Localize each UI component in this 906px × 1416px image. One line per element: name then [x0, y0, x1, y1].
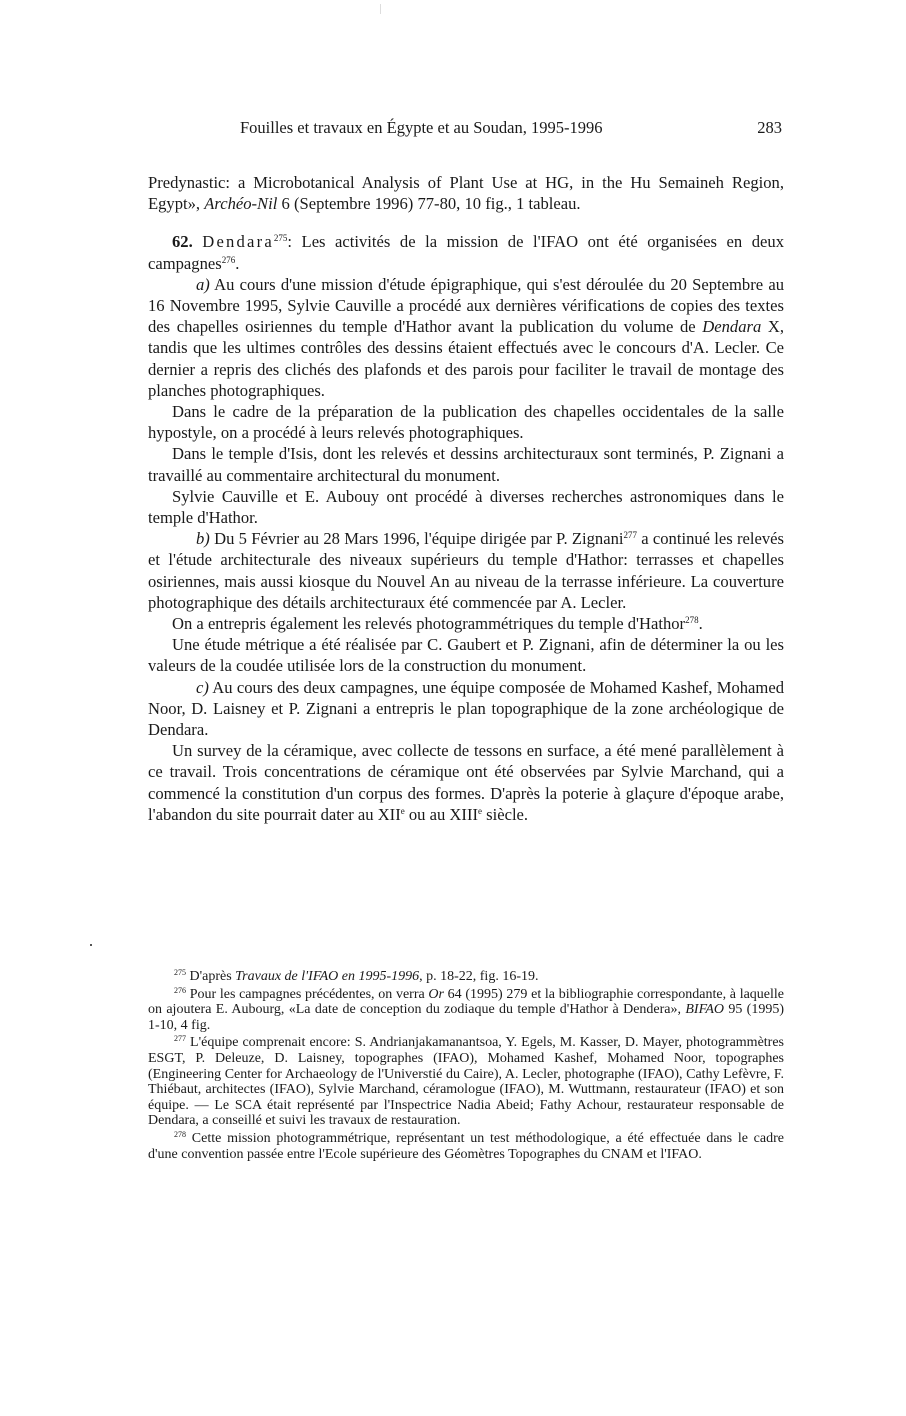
- paragraph-isis: Dans le temple d'Isis, dont les relevés et dessins architecturaux sont terminés, P. Zignani a travaillé au commentaire architectural du monument.: [148, 444, 784, 485]
- paragraph-metric-study: Une étude métrique a été réalisée par C. Gaubert et P. Zignani, afin de déterminer la ou les valeurs de la coudée utilisée lors de la construction du monument.: [148, 635, 784, 676]
- text-run: Un survey de la céramique, avec collecte de tessons en surface, a été mené parallèlement à ce travail. Trois concentrations de céramique ont été observées par Sylvie Marchand, qui a commencé la constitution d'un corpus des formes. D'après la poterie à glaçure d'époque arabe, l'abandon du site pourrait dater au XII: [148, 741, 784, 824]
- superscript: e: [400, 805, 405, 816]
- superscript: e: [478, 805, 482, 816]
- journal-title: Or: [428, 986, 444, 1002]
- text-run: : Les activités de la mission de l'IFAO ont été organisées en deux campagnes: [148, 232, 784, 273]
- item-label: b): [196, 529, 210, 549]
- item-label: c): [196, 677, 209, 697]
- text-run: 64 (1995) 279 et la bibliographie correspondante, à laquelle on ajoutera E. Aubourg, «La date de conception du zodiaque du temple d'Hathor à Dendera»,: [148, 986, 784, 1018]
- journal-title: Archéo-Nil: [204, 194, 278, 214]
- text-run: Pour les campagnes précédentes, on verra: [186, 986, 429, 1002]
- text-run: On a entrepris également les relevés photogrammétriques du temple d'Hathor: [172, 614, 686, 634]
- scan-mark: [380, 4, 381, 14]
- footnote-ref: 275: [273, 233, 288, 244]
- volume-title: Dendara: [702, 317, 762, 337]
- footnote-ref: 277: [623, 530, 637, 541]
- footnote-number: 278: [174, 1129, 186, 1139]
- paragraph-c: [148, 677, 784, 741]
- publication-title: Travaux de l'IFAO en 1995-1996: [235, 969, 420, 984]
- text-run: Au cours d'une mission d'étude épigraphique, qui s'est déroulée du 20 Septembre au 16 Novembre 1995, Sylvie Cauville a procédé aux dernières vérifications de copies des textes des chapelles osiriennes du temple d'Hathor avant la publication du volume de: [148, 274, 784, 337]
- paragraph-a: [148, 274, 784, 401]
- paragraph-photogrammetry: [148, 613, 784, 634]
- text-run: .: [235, 253, 240, 273]
- text-run: 95 (1995) 1-10, 4 fig.: [148, 1002, 784, 1033]
- footnote-278: [148, 1131, 784, 1162]
- journal-title: BIFAO: [685, 1002, 724, 1018]
- footnote-277: [148, 1035, 784, 1129]
- footnote-ref: 278: [685, 615, 699, 626]
- text-run: 6 (Septembre 1996) 77-80, 10 fig., 1 tableau.: [277, 194, 581, 214]
- paragraph-astronomy: Sylvie Cauville et E. Aubouy ont procédé à diverses recherches astronomiques dans le temple d'Hathor.: [148, 486, 784, 528]
- text-run: a continué les relevés et l'étude architecturale des niveaux supérieurs du temple d'Hathor: terrasses et chapelles osiriennes, mais aussi kiosque du Nouvel An au niveau de la terrasse inférieure. La couverture photographique des détails architecturaux été commencée par A. Lecler.: [148, 529, 784, 612]
- paragraph-hypostyle: Dans le cadre de la préparation de la publication des chapelles occidentales de la salle hypostyle, on a procédé à leurs relevés photographiques.: [148, 402, 784, 443]
- text-run: Cette mission photogrammétrique, représentant un test méthodologique, a été effectuée dans le cadre d'une convention passée entre l'Ecole supérieure des Géomètres Topographes du CNAM et l'IFAO.: [148, 1130, 784, 1162]
- footnotes: [148, 969, 784, 1164]
- footnote-number: 276: [174, 985, 186, 995]
- footnote-ref: 276: [221, 254, 236, 265]
- margin-mark: [90, 944, 92, 946]
- text-run: siècle.: [482, 804, 529, 824]
- section-title: Dendara: [202, 232, 274, 252]
- footnote-275: [148, 969, 784, 985]
- text-run: Du 5 Février au 28 Mars 1996, l'équipe dirigée par P. Zignani: [209, 529, 624, 549]
- paragraph-ceramic-survey: [148, 740, 784, 825]
- paragraph-section-62: [148, 231, 784, 273]
- paragraph-reference-continuation: [148, 172, 784, 214]
- footnote-number: 275: [174, 968, 186, 977]
- text-run: Predynastic: a Microbotanical Analysis of Plant Use at HG, in the Hu Semaineh Region, Egypt»,: [148, 173, 784, 214]
- text-run: L'équipe comprenait encore: S. Andrianjakamanantsoa, Y. Egels, M. Kasser, D. Mayer, photogrammètres ESGT, P. Deleuze, D. Laisney, topographes (IFAO), Mohamed Kashef, Mohamed Noor, topographes (Engineering Center for Archaeology de l'Universtié du Caire), A. Lecler, photographe (IFAO), Cathy Lefèvre, F. Thiébaut, architectes (IFAO), Sylvie Marchand, céramologue (IFAO), M. Wuttmann, restaurateur (IFAO) et son équipe. — Le SCA était représenté par l'Inspectrice Nadia Abeid; Fathy Achour, restaurateur responsable de Dendara, a conseillé et suivi les travaux de restauration.: [148, 1035, 784, 1129]
- footnote-number: 277: [174, 1034, 186, 1044]
- running-header: [148, 118, 788, 140]
- section-number: 62.: [172, 232, 193, 252]
- main-text: [148, 172, 784, 825]
- running-title: Fouilles et travaux en Égypte et au Soudan, 1995-1996: [240, 118, 603, 137]
- page-number: 283: [757, 118, 782, 137]
- text-run: Au cours des deux campagnes, une équipe composée de Mohamed Kashef, Mohamed Noor, D. Laisney et P. Zignani a entrepris le plan topographique de la zone archéologique de Dendara.: [148, 677, 784, 740]
- text-run: ou au XIII: [404, 804, 478, 824]
- item-label: a): [196, 274, 210, 294]
- paragraph-b: [148, 528, 784, 613]
- text-run: X, tandis que les ultimes contrôles des dessins étaient effectués avec le concours d'A. Lecler. Ce dernier a repris des clichés des plafonds et des parois pour faciliter le travail de montage des planches photographiques.: [148, 317, 784, 400]
- text-run: , p. 18-22, fig. 16-19.: [419, 969, 539, 984]
- text-run: .: [698, 614, 703, 634]
- text-run: D'après: [186, 969, 236, 984]
- footnote-276: [148, 987, 784, 1034]
